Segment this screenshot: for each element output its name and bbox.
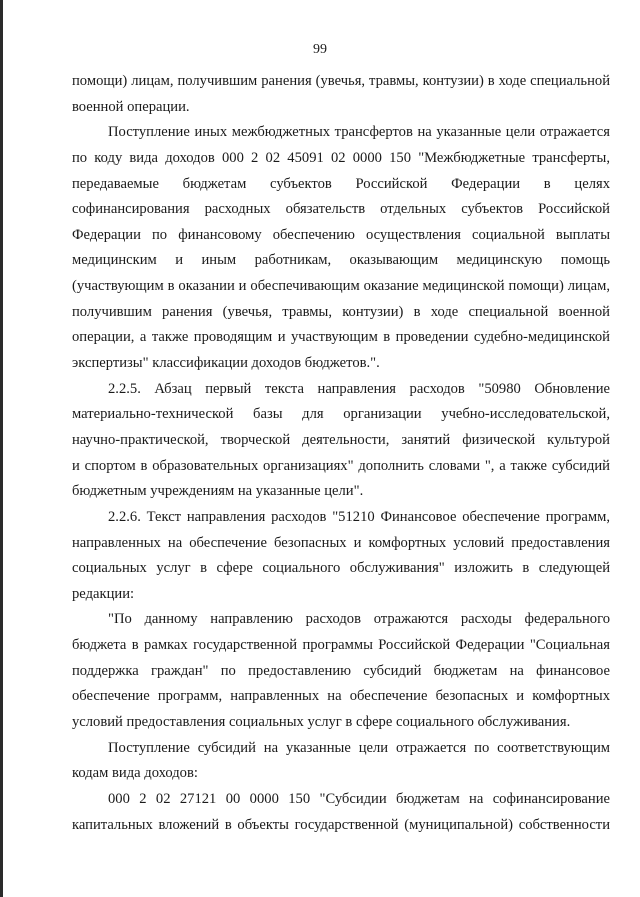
- text-line: научно-практической, творческой деятельности, занятий физической культурой: [72, 431, 610, 448]
- body-text: [72, 69, 610, 838]
- text-line: по коду вида доходов 000 2 02 45091 02 0000 150 "Межбюджетные трансферты,: [72, 149, 610, 166]
- text-line: Федерации по финансовому обеспечению осуществления социальной выплаты: [72, 226, 610, 243]
- page-number: 99: [313, 42, 327, 57]
- text-line: материально-технической базы для организации учебно-исследовательской,: [72, 406, 610, 423]
- text-line: (участвующим в оказании и обеспечивающим оказание медицинской помощи) лицам,: [72, 278, 610, 295]
- text-line: бюджетным учреждениям на указанные цели".: [72, 483, 364, 500]
- text-line: передаваемые бюджетам субъектов Российской Федерации в целях: [72, 175, 610, 192]
- text-line: 2.2.5. Абзац первый текста направления расходов "50980 Обновление: [108, 380, 610, 397]
- text-line: Поступление иных межбюджетных трансфертов на указанные цели отражается: [108, 124, 610, 141]
- text-line: бюджета в рамках государственной программы Российской Федерации "Социальная: [72, 637, 610, 654]
- text-line: направленных на обеспечение безопасных и комфортных условий предоставления: [72, 534, 610, 551]
- text-line: операции, а также проводящим и участвующим в проведении судебно-медицинской: [72, 329, 610, 346]
- text-line: помощи) лицам, получившим ранения (увечья, травмы, контузии) в ходе специальной: [72, 73, 610, 89]
- text-line: Поступление субсидий на указанные цели отражается по соответствующим: [108, 739, 610, 756]
- text-line: медицинским и иным работникам, оказывающим медицинскую помощь: [72, 252, 610, 269]
- text-line: социальных услуг в сфере социального обслуживания" изложить в следующей: [72, 560, 610, 577]
- scan-edge-shadow: [0, 0, 3, 897]
- text-line: обеспечение программ, направленных на обеспечение безопасных и комфортных: [72, 688, 610, 705]
- text-line: военной операции.: [72, 98, 190, 115]
- text-line: и спортом в образовательных организациях" дополнить словами ", а также субсидий: [72, 457, 610, 474]
- text-line: условий предоставления социальных услуг в сфере социального обслуживания.: [72, 714, 571, 731]
- text-line: 000 2 02 27121 00 0000 150 "Субсидии бюджетам на софинансирование: [108, 790, 610, 807]
- text-line: кодам вида доходов:: [72, 765, 198, 782]
- text-line: софинансирования расходных обязательств отдельных субъектов Российской: [72, 201, 610, 218]
- text-line: "По данному направлению расходов отражаются расходы федерального: [108, 611, 610, 628]
- text-line: редакции:: [72, 585, 135, 602]
- text-line: капитальных вложений в объекты государственной (муниципальной) собственности: [72, 816, 610, 833]
- text-line: экспертизы" классификации доходов бюджетов.".: [72, 355, 380, 372]
- text-line: 2.2.6. Текст направления расходов "51210 Финансовое обеспечение программ,: [108, 508, 610, 525]
- text-line: получившим ранения (увечья, травмы, контузии) в ходе специальной военной: [72, 303, 610, 320]
- text-line: поддержка граждан" по предоставлению субсидий бюджетам на финансовое: [72, 662, 610, 679]
